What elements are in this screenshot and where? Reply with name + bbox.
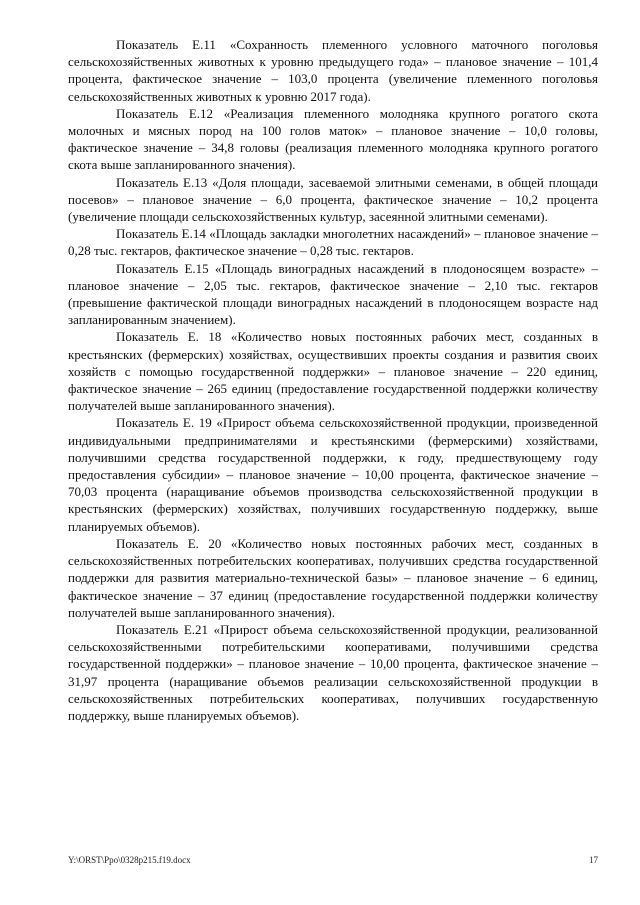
paragraph-indicator-e14: Показатель Е.14 «Площадь закладки многолетних насаждений» – плановое значение – 0,28 тыс. гектаров, фактическое значение – 0,28 тыс. гектаров.: [68, 226, 598, 259]
paragraph-indicator-e18: Показатель Е. 18 «Количество новых постоянных рабочих мест, созданных в крестьянских (фермерских) хозяйствах, осуществивших проекты создания и развития своих хозяйств с помощью государственной поддержки» – плановое значение – 220 единиц, фактическое значение – 265 единиц (предоставление государственной поддержки количеству получателей выше запланированного значения).: [68, 329, 598, 414]
footer-file-path: Y:\ORST\Ppo\0328p215.f19.docx: [68, 855, 191, 865]
page-number: 17: [589, 855, 598, 865]
paragraph-indicator-e21: Показатель Е.21 «Прирост объема сельскохозяйственной продукции, реализованной сельскохозяйственными потребительскими кооперативами, получившими средства государственной поддержки» – плановое значение – 10,00 процента, фактическое значение – 31,97 процента (наращивание объемов реализации сельскохозяйственной продукции в сельскохозяйственных потребительских кооперативах, получивших государственную поддержку, выше планируемых объемов).: [68, 621, 598, 723]
paragraph-indicator-e12: Показатель Е.12 «Реализация племенного молодняка крупного рогатого скота молочных и мясных пород на 100 голов маток» – плановое значение – 10,0 головы, фактическое значение – 34,8 головы (реализация племенного молодняка крупного рогатого скота выше запланированного значения).: [68, 105, 598, 173]
document-body: [68, 36, 598, 724]
paragraph-indicator-e19: Показатель Е. 19 «Прирост объема сельскохозяйственной продукции, произведенной индивидуальными предпринимателями и крестьянскими (фермерскими) хозяйствами, получившими средства государственной поддержки, к году, предшествующему году предоставления субсидии» – плановое значение – 10,00 процента, фактическое значение – 70,03 процента (наращивание объемов производства сельскохозяйственной продукции в крестьянских (фермерских) хозяйствах, получивших государственную поддержку, выше планируемых объемов).: [68, 415, 598, 534]
paragraph-indicator-e11: Показатель Е.11 «Сохранность племенного условного маточного поголовья сельскохозяйственных животных к уровню предыдущего года» – плановое значение – 101,4 процента, фактическое значение – 103,0 процента (увеличение племенного поголовья сельскохозяйственных животных к уровню 2017 года).: [68, 37, 598, 104]
paragraph-indicator-e15: Показатель Е.15 «Площадь виноградных насаждений в плодоносящем возрасте» – плановое значение – 2,05 тыс. гектаров, фактическое значение – 2,10 тыс. гектаров (превышение фактической площади виноградных насаждений в плодоносящем возрасте над запланированным значением).: [68, 260, 598, 328]
paragraph-indicator-e20: Показатель Е. 20 «Количество новых постоянных рабочих мест, созданных в сельскохозяйственных потребительских кооперативах, получивших средства государственной поддержки для развития материально-технической базы» – плановое значение – 6 единиц, фактическое значение – 37 единиц (предоставление государственной поддержки количеству получателей выше запланированного значения).: [68, 535, 598, 620]
paragraph-indicator-e13: Показатель Е.13 «Доля площади, засеваемой элитными семенами, в общей площади посевов» – плановое значение – 6,0 процента, фактическое значение – 10,2 процента (увеличение площади сельскохозяйственных культур, засеянной элитными семенами).: [68, 174, 598, 225]
